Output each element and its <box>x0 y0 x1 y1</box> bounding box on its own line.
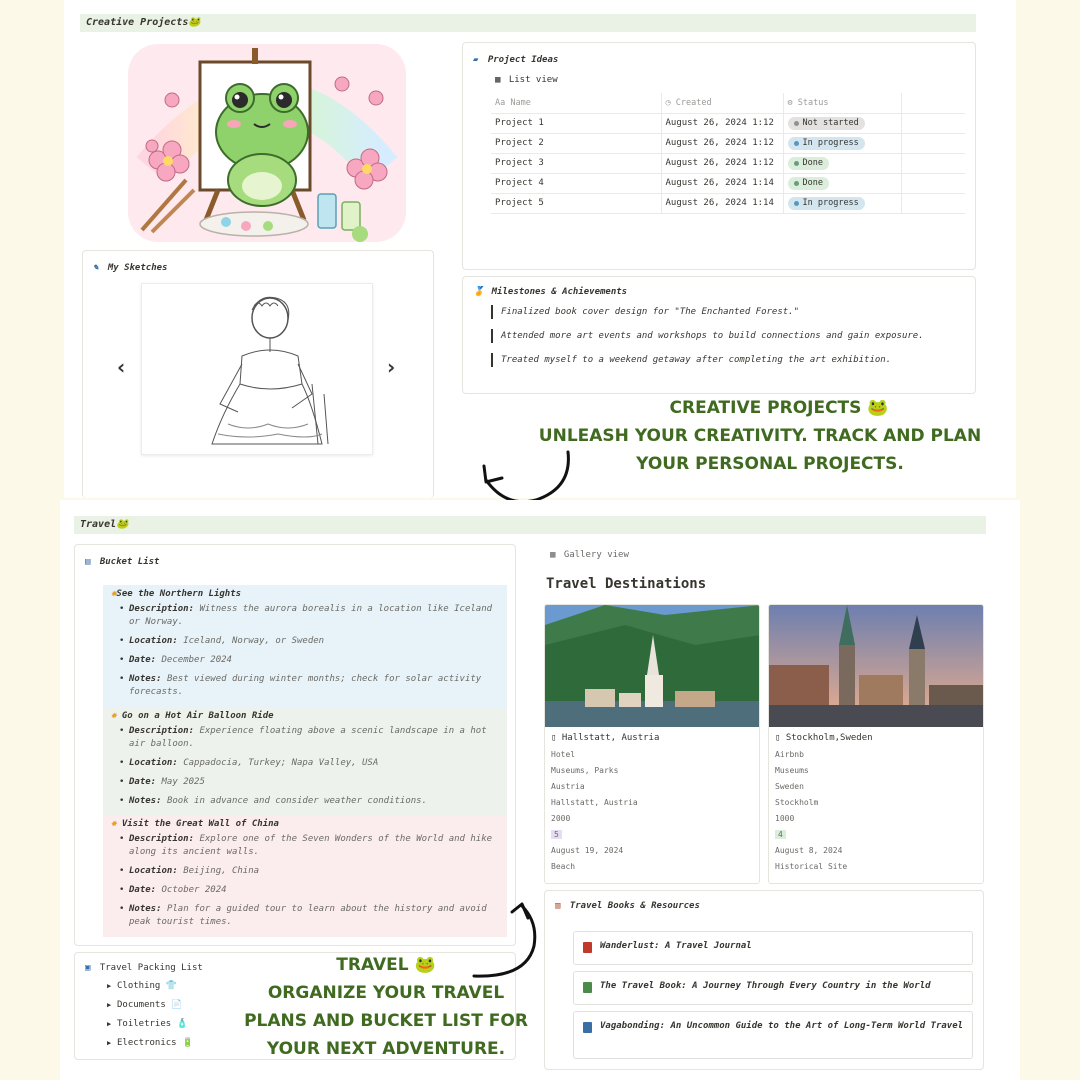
toggle-electronics[interactable]: ▶ Electronics 🔋 <box>75 1034 375 1053</box>
bucket-item-title: ✸ Visit the Great Wall of China <box>111 819 279 829</box>
travel-promo-line2: ORGANIZE YOUR TRAVEL <box>267 983 505 1003</box>
travel-section-title: Travel🐸 <box>74 516 986 534</box>
hallstatt-photo <box>545 605 760 727</box>
status-badge[interactable]: Done <box>788 157 829 170</box>
folder-icon: ▰ <box>473 55 479 65</box>
travel-panel <box>60 500 1020 1080</box>
status-badge[interactable]: In progress <box>788 137 865 150</box>
milestones-card <box>462 276 976 394</box>
bucket-detail: • Date: May 2025 <box>129 776 499 789</box>
table-row[interactable] <box>491 133 965 153</box>
bucket-item <box>103 815 507 937</box>
frog-painter-illustration <box>122 40 412 246</box>
creative-promo-line2: UNLEASH YOUR CREATIVITY. TRACK AND PLAN <box>538 426 982 446</box>
bucket-detail: • Date: October 2024 <box>129 884 499 897</box>
book-stack-icon: ▥ <box>555 901 561 911</box>
gallery-card-name: ▯ Hallstatt, Austria <box>551 733 660 743</box>
milestones-title: 🏅 Milestones & Achievements <box>473 287 628 297</box>
book-item[interactable]: Vagabonding: An Uncommon Guide to the Art of Long-Term World Travel <box>573 1011 973 1059</box>
project-ideas-title: ▰ Project Ideas <box>473 55 559 65</box>
sketch-image[interactable] <box>141 283 373 455</box>
project-name[interactable]: Project 2 <box>491 133 661 153</box>
toggle-toiletries[interactable]: ▶ Toiletries 🧴 <box>75 1015 375 1034</box>
milestone-item: Finalized book cover design for "The Enchanted Forest." <box>491 305 971 319</box>
pencil-icon: ✎ <box>93 263 99 273</box>
project-created: August 26, 2024 1:12 <box>661 153 783 173</box>
gallery-card[interactable]: ▯ Stockholm,Sweden Airbnb Museums Sweden Stockholm 1000 4 August 8, 2024 Historical Site <box>768 604 984 884</box>
creative-promo <box>520 394 1000 478</box>
table-icon: ▦ <box>495 75 501 85</box>
bucket-detail: • Location: Cappadocia, Turkey; Napa Valley, USA <box>129 757 499 770</box>
list-view-tab[interactable]: ▦ List view <box>495 75 558 85</box>
bucket-item-title: ✸See the Northern Lights <box>111 589 242 599</box>
bucket-item <box>103 707 507 815</box>
gallery-icon: ▦ <box>550 550 556 560</box>
project-name[interactable]: Project 3 <box>491 153 661 173</box>
travel-promo-line1: TRAVEL 🐸 <box>336 955 436 975</box>
packing-list-title: ▣ Travel Packing List <box>85 963 203 973</box>
page-icon: ▯ <box>551 733 557 743</box>
bucket-detail: • Location: Beijing, China <box>129 865 499 878</box>
blue-book-icon <box>583 1022 592 1033</box>
table-row[interactable] <box>491 113 965 133</box>
bucket-detail: • Description: Explore one of the Seven Wonders of the World and hike along its ancient walls. <box>129 833 499 859</box>
rating-badge: 5 <box>551 830 562 839</box>
bucket-item-title: ✸ Go on a Hot Air Balloon Ride <box>111 711 274 721</box>
milestone-item: Attended more art events and workshops to build connections and gain exposure. <box>491 329 971 343</box>
project-name[interactable]: Project 5 <box>491 193 661 213</box>
bucket-detail: • Notes: Book in advance and consider weather conditions. <box>129 795 499 808</box>
my-sketches-card <box>82 250 434 498</box>
toggle-clothing[interactable]: ▶ Clothing 👕 <box>75 977 375 996</box>
gallery-view-tab[interactable]: ▦ Gallery view <box>550 550 629 560</box>
table-header <box>491 93 965 113</box>
table-row[interactable] <box>491 193 965 213</box>
bucket-detail: • Notes: Best viewed during winter months; check for solar activity forecasts. <box>129 673 499 699</box>
red-book-icon <box>583 942 592 953</box>
bucket-list-title: ▤ Bucket List <box>85 557 160 567</box>
travel-books-title: ▥ Travel Books & Resources <box>555 901 700 911</box>
table-row[interactable] <box>491 173 965 193</box>
status-badge[interactable]: Done <box>788 177 829 190</box>
medal-icon: 🏅 <box>473 287 485 297</box>
project-created: August 26, 2024 1:12 <box>661 113 783 133</box>
curved-arrow-icon <box>476 448 576 508</box>
travel-promo-line4: YOUR NEXT ADVENTURE. <box>266 1039 506 1059</box>
toggle-documents[interactable]: ▶ Documents 📄 <box>75 996 375 1015</box>
sketch-next-button[interactable]: › <box>387 355 396 379</box>
table-row[interactable] <box>491 153 965 173</box>
project-name[interactable]: Project 1 <box>491 113 661 133</box>
star-icon: ✸ <box>111 711 117 721</box>
sketch-prev-button[interactable]: ‹ <box>117 355 126 379</box>
book-item[interactable]: The Travel Book: A Journey Through Every Country in the World <box>573 971 973 1005</box>
map-icon: ▤ <box>85 557 91 567</box>
gallery-card-name: ▯ Stockholm,Sweden <box>775 733 873 743</box>
star-icon: ✸ <box>111 589 117 599</box>
bucket-detail: • Notes: Plan for a guided tour to learn about the history and avoid peak tourist times. <box>129 903 499 929</box>
creative-promo-line3: YOUR PERSONAL PROJECTS. <box>636 454 904 474</box>
project-ideas-card <box>462 42 976 270</box>
column-status[interactable]: ⚙ Status <box>783 93 901 113</box>
milestone-item: Treated myself to a weekend getaway after completing the art exhibition. <box>491 353 971 367</box>
gallery-card[interactable]: ▯ Hallstatt, Austria Hotel Museums, Parks Austria Hallstatt, Austria 2000 5 August 19, 2024 Beach <box>544 604 760 884</box>
column-name[interactable]: Aa Name <box>491 93 661 113</box>
gallery-title: Travel Destinations <box>546 576 707 592</box>
suitcase-icon: ▣ <box>85 963 91 973</box>
bucket-detail: • Location: Iceland, Norway, or Sweden <box>129 635 499 648</box>
bucket-item <box>103 585 507 707</box>
project-created: August 26, 2024 1:14 <box>661 173 783 193</box>
milestones-list <box>491 305 971 377</box>
bucket-list-card <box>74 544 516 946</box>
bucket-detail: • Date: December 2024 <box>129 654 499 667</box>
status-badge[interactable]: In progress <box>788 197 865 210</box>
page-icon: ▯ <box>775 733 781 743</box>
book-item[interactable]: Wanderlust: A Travel Journal <box>573 931 973 965</box>
green-book-icon <box>583 982 592 993</box>
rating-badge: 4 <box>775 830 786 839</box>
project-name[interactable]: Project 4 <box>491 173 661 193</box>
bucket-detail: • Description: Witness the aurora borealis in a location like Iceland or Norway. <box>129 603 499 629</box>
bucket-detail: • Description: Experience floating above a scenic landscape in a hot air balloon. <box>129 725 499 751</box>
column-created[interactable]: ◷ Created <box>661 93 783 113</box>
travel-books-card <box>544 890 984 1070</box>
project-created: August 26, 2024 1:12 <box>661 133 783 153</box>
my-sketches-title: ✎ My Sketches <box>93 263 168 273</box>
creative-promo-line1: CREATIVE PROJECTS 🐸 <box>669 398 889 418</box>
project-created: August 26, 2024 1:14 <box>661 193 783 213</box>
stockholm-photo <box>769 605 984 727</box>
curved-arrow-icon <box>466 896 546 986</box>
creative-section-title: Creative Projects🐸 <box>80 14 976 32</box>
star-icon: ✸ <box>111 819 117 829</box>
project-ideas-table <box>491 93 965 214</box>
travel-promo-line3: PLANS AND BUCKET LIST FOR <box>244 1011 528 1031</box>
status-badge[interactable]: Not started <box>788 117 865 130</box>
